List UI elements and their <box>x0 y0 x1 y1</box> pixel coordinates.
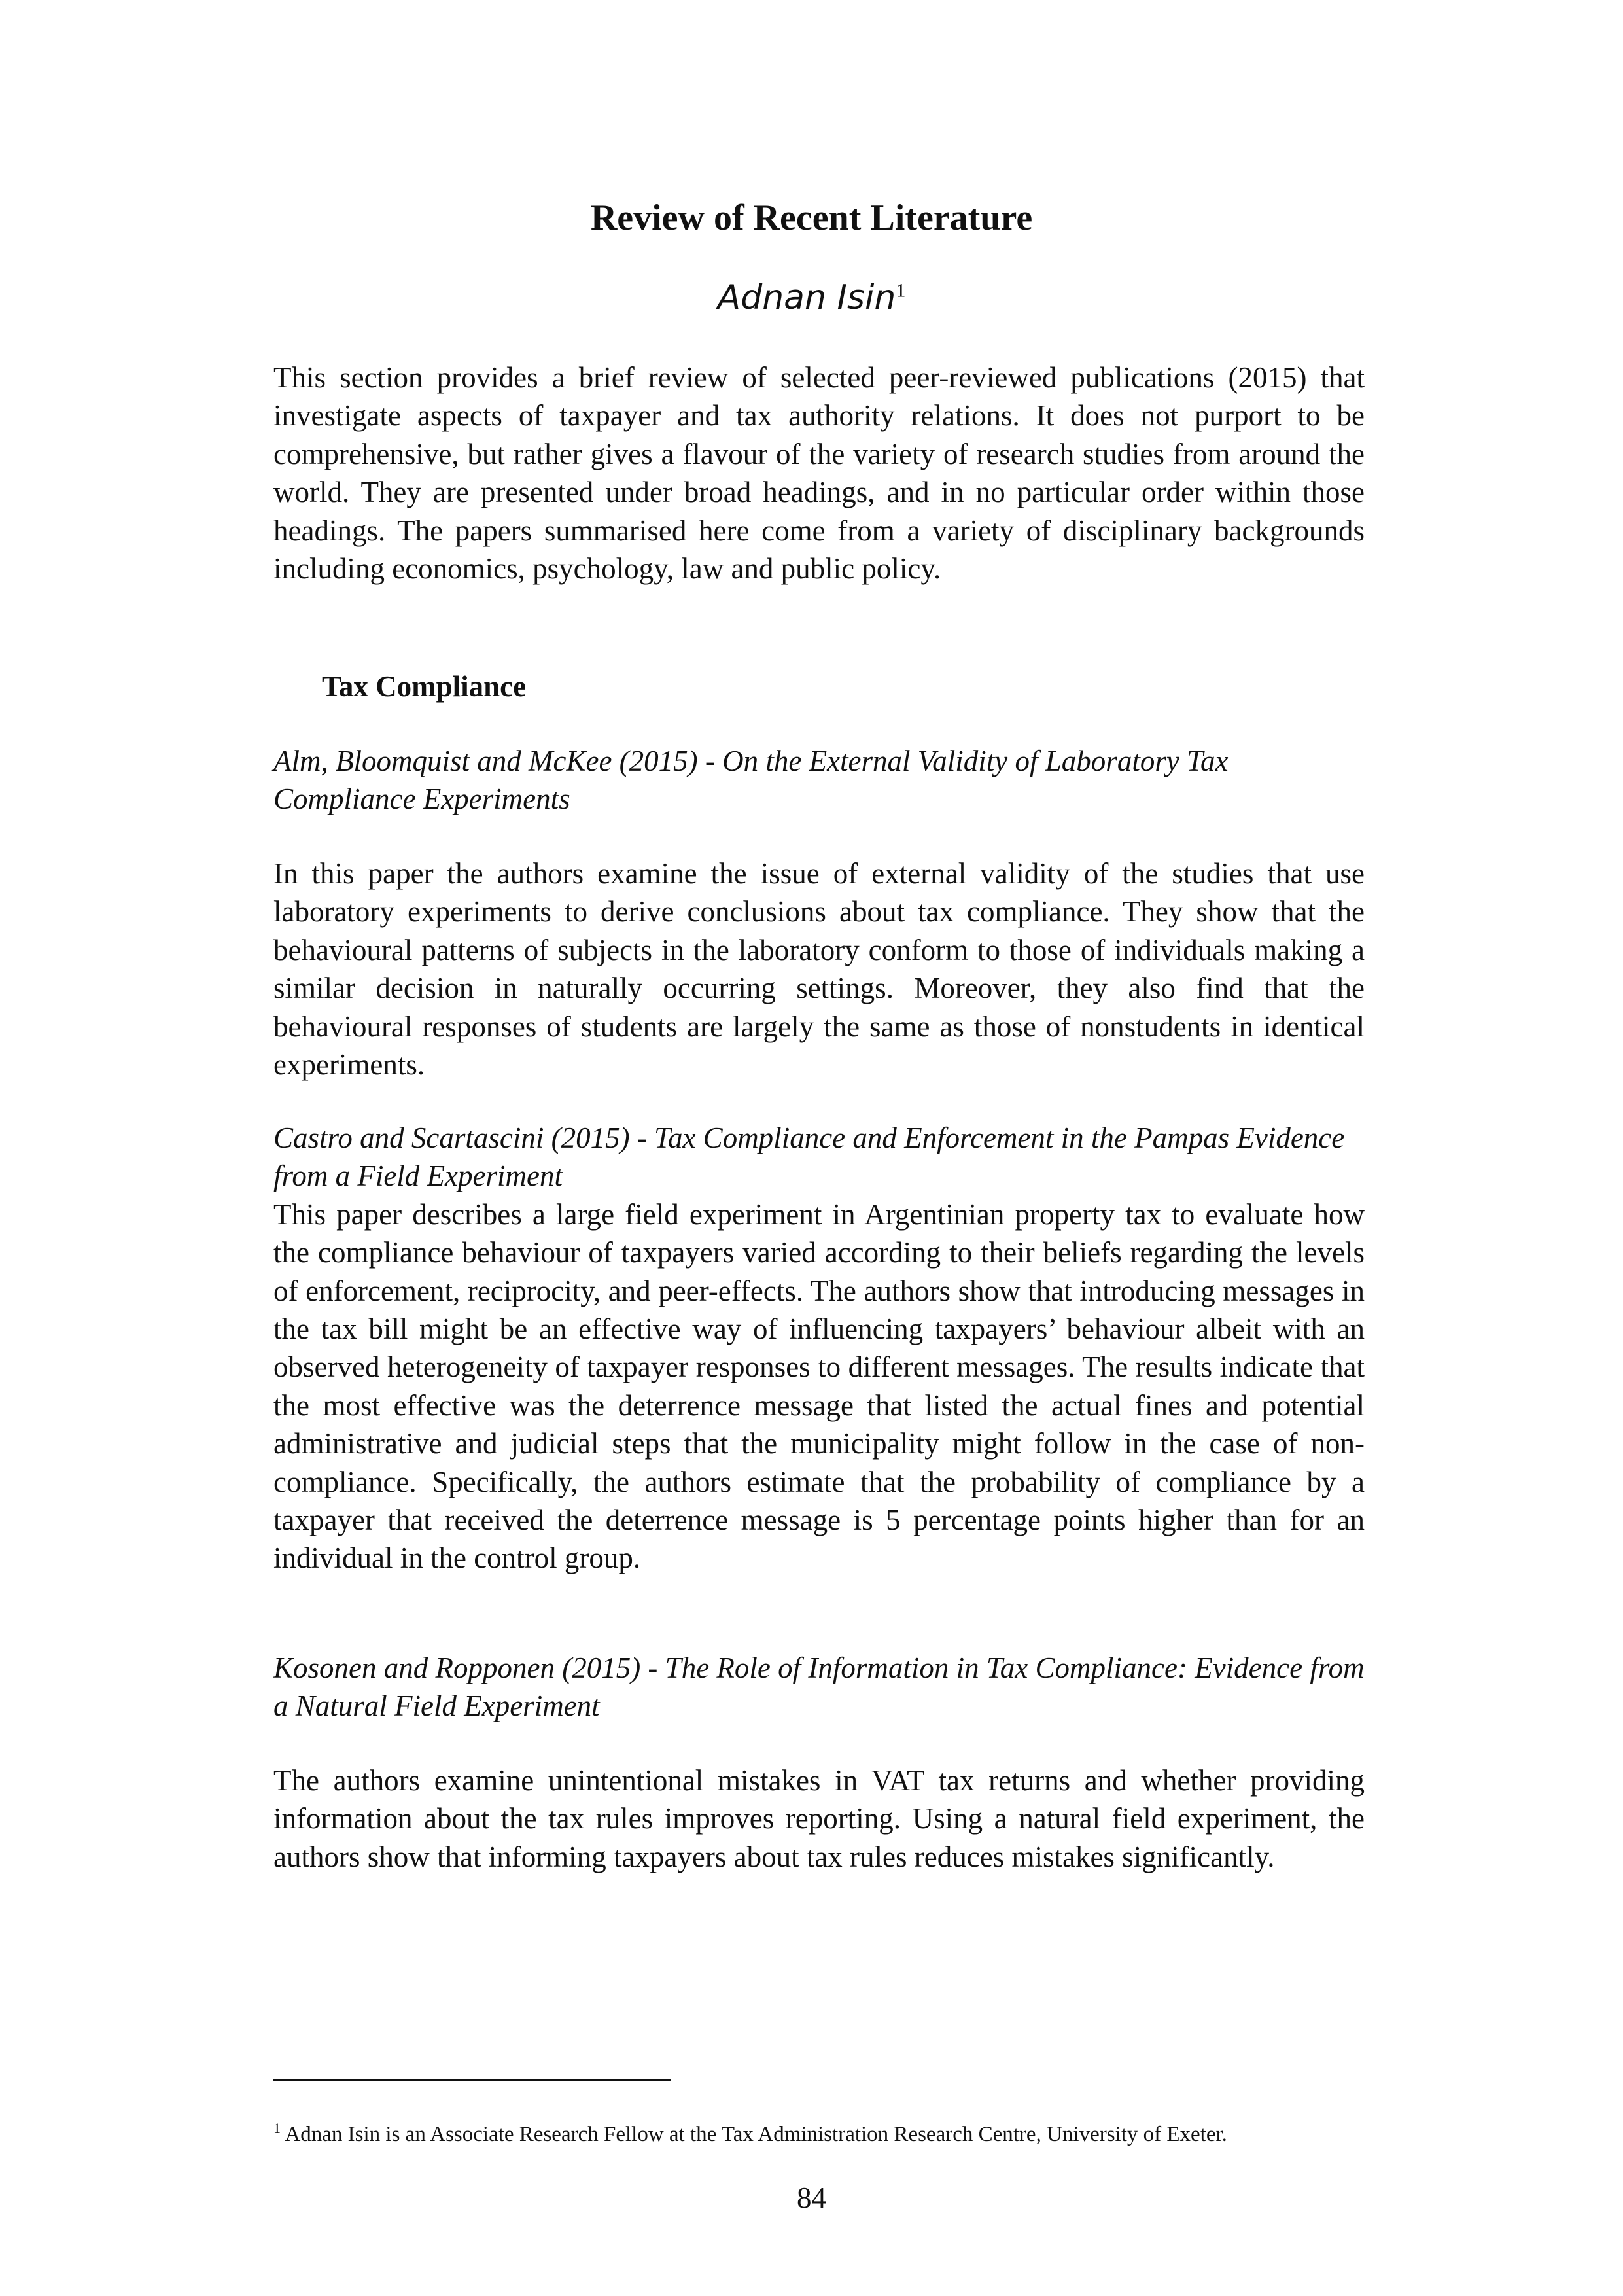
entry-1 <box>273 742 1365 819</box>
section-heading: Tax Compliance <box>322 670 527 703</box>
intro-paragraph: This section provides a brief review of selected peer-reviewed publications (2015) that investigate aspects of taxpayer and tax authority relations. It does not purport to be comprehensive, but rather gives a flavour of the variety of research studies from around the world. They are presented under broad headings, and in no particular order within those headings. The papers summarised here come from a variety of disciplinary backgrounds including economics, psychology, law and public policy. <box>273 361 1365 586</box>
entry-summary: In this paper the authors examine the issue of external validity of the studies that use laboratory experiments to derive conclusions about tax compliance. They show that the behavioural patterns of subjects in the laboratory conform to those of individuals making a similar decision in naturally occurring settings. Moreover, they also find that the behavioural responses of students are largely the same as those of nonstudents in identical experiments. <box>273 857 1365 1082</box>
author-name: Adnan Isin <box>717 278 896 317</box>
entry-summary: This paper describes a large field experiment in Argentinian property tax to evaluate how the compliance behaviour of taxpayers varied according to their beliefs regarding the levels of enforcement, reciprocity, and peer-effects. The authors show that introducing messages in the tax bill might be an effective way of influencing taxpayers’ behaviour albeit with an observed heterogeneity of taxpayer responses to different messages. The results indicate that the most effective was the deterrence message that listed the actual fines and potential administrative and judicial steps that the municipality might follow in the case of non-compliance. Specifically, the authors estimate that the probability of compliance by a taxpayer that received the deterrence message is 5 percentage points higher than for an individual in the control group. <box>273 1197 1365 1575</box>
intro-block <box>273 359 1365 588</box>
page-title: Review of Recent Literature <box>590 198 1033 238</box>
entry-citation: Castro and Scartascini (2015) - Tax Compliance and Enforcement in the Pampas Evidence from a Field Experiment <box>273 1122 1345 1193</box>
entry-2 <box>273 1119 1365 1578</box>
footnote-divider <box>273 2079 671 2081</box>
entry-citation: Kosonen and Ropponen (2015) - The Role of Information in Tax Compliance: Evidence from a Natural Field Experiment <box>273 1651 1365 1723</box>
footnote-mark: 1 <box>273 2120 281 2136</box>
author-line <box>0 275 1623 321</box>
author-footnote-mark: 1 <box>896 279 906 302</box>
page-number: 84 <box>797 2181 826 2214</box>
footnote <box>273 2120 1386 2149</box>
entry-1-summary-block <box>273 855 1365 1084</box>
entry-summary: The authors examine unintentional mistakes in VAT tax returns and whether providing information about the tax rules improves reporting. Using a natural field experiment, the authors show that informing taxpayers about tax rules reduces mistakes significantly. <box>273 1764 1365 1873</box>
entry-3-summary-block <box>273 1761 1365 1876</box>
footnote-text: Adnan Isin is an Associate Research Fellow at the Tax Administration Research Centre, University of Exeter. <box>285 2123 1227 2146</box>
entry-3 <box>273 1649 1365 1725</box>
entry-citation: Alm, Bloomquist and McKee (2015) - On the External Validity of Laboratory Tax Compliance Experiments <box>273 745 1229 816</box>
